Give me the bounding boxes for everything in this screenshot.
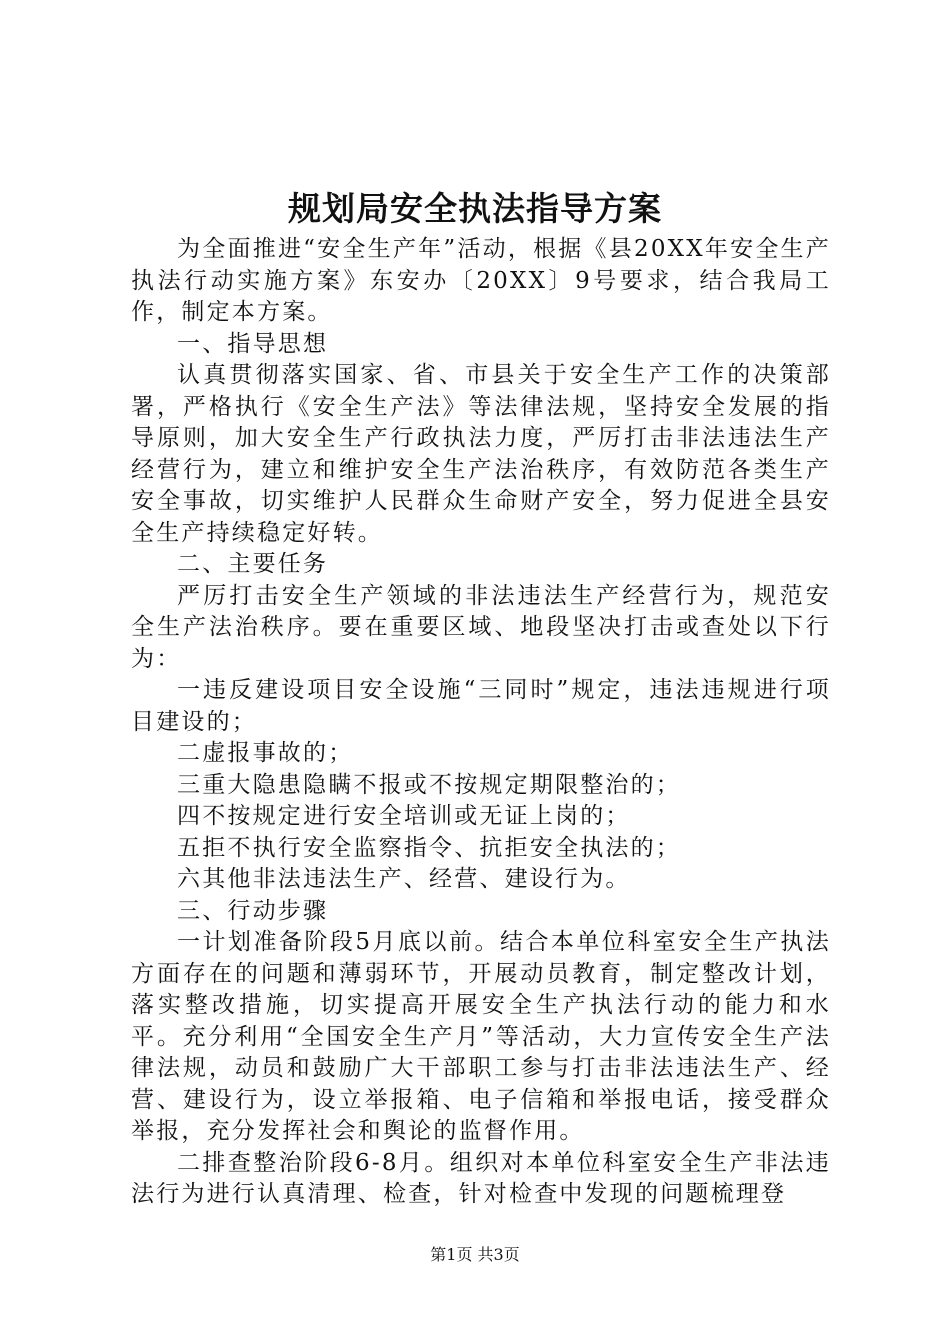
list-item: 六其他非法违法生产、经营、建设行为。 (177, 866, 631, 892)
list-item: 三重大隐患隐瞒不报或不按规定期限整治的； (177, 771, 681, 798)
section-heading-main-tasks: 二、主要任务 (177, 551, 329, 577)
action-step-paragraph: 一计划准备阶段5月底以前。结合本单位科室安全生产执法方面存在的问题和薄弱环节，开展动员教育，制定整改计划，落实整改措施，切实提高开展安全生产执法行动的能力和水平。充分利用“全国安全生产月”等活动，大力宣传安全生产法律法规，动员和鼓励广大干部职工参与打击非法违法生产、经营、建设行为，设立举报箱、电子信箱和举报电话，接受群众举报，充分发挥社会和舆论的监督作用。 (131, 929, 831, 1144)
document-title: 规划局安全执法指导方案 (288, 189, 662, 228)
list-item: 一违反建设项目安全设施“三同时”规定，违法违规进行项目建设的； (131, 677, 831, 735)
action-step-paragraph: 二排查整治阶段6-8月。组织对本单位科室安全生产非法违法行为进行认真清理、检查，针对检查中发现的问题梳理登 (131, 1149, 831, 1207)
section-heading-guiding-ideology: 一、指导思想 (177, 330, 329, 357)
list-item: 二虚报事故的； (177, 740, 354, 766)
intro-paragraph: 为全面推进“安全生产年”活动，根据《县20XX年安全生产执法行动实施方案》东安办〔20XX〕9号要求，结合我局工作，制定本方案。 (131, 236, 831, 325)
document-body (131, 234, 831, 1211)
list-item: 五拒不执行安全监察指令、抗拒安全执法的； (177, 834, 681, 861)
main-tasks-paragraph: 严厉打击安全生产领域的非法违法生产经营行为，规范安全生产法治秩序。要在重要区域、地段坚决打击或查处以下行为： (131, 582, 831, 672)
section-heading-action-steps: 三、行动步骤 (177, 897, 329, 924)
list-item: 四不按规定进行安全培训或无证上岗的； (177, 803, 631, 829)
guiding-ideology-paragraph: 认真贯彻落实国家、省、市县关于安全生产工作的决策部署，严格执行《安全生产法》等法律法规，坚持安全发展的指导原则，加大安全生产行政执法力度，严厉打击非法违法生产经营行为，建立和维护安全生产法治秩序，有效防范各类生产安全事故，切实维护人民群众生命财产安全，努力促进全县安全生产持续稳定好转。 (131, 362, 831, 546)
page-number-footer: 第1页 共3页 (430, 1245, 520, 1264)
